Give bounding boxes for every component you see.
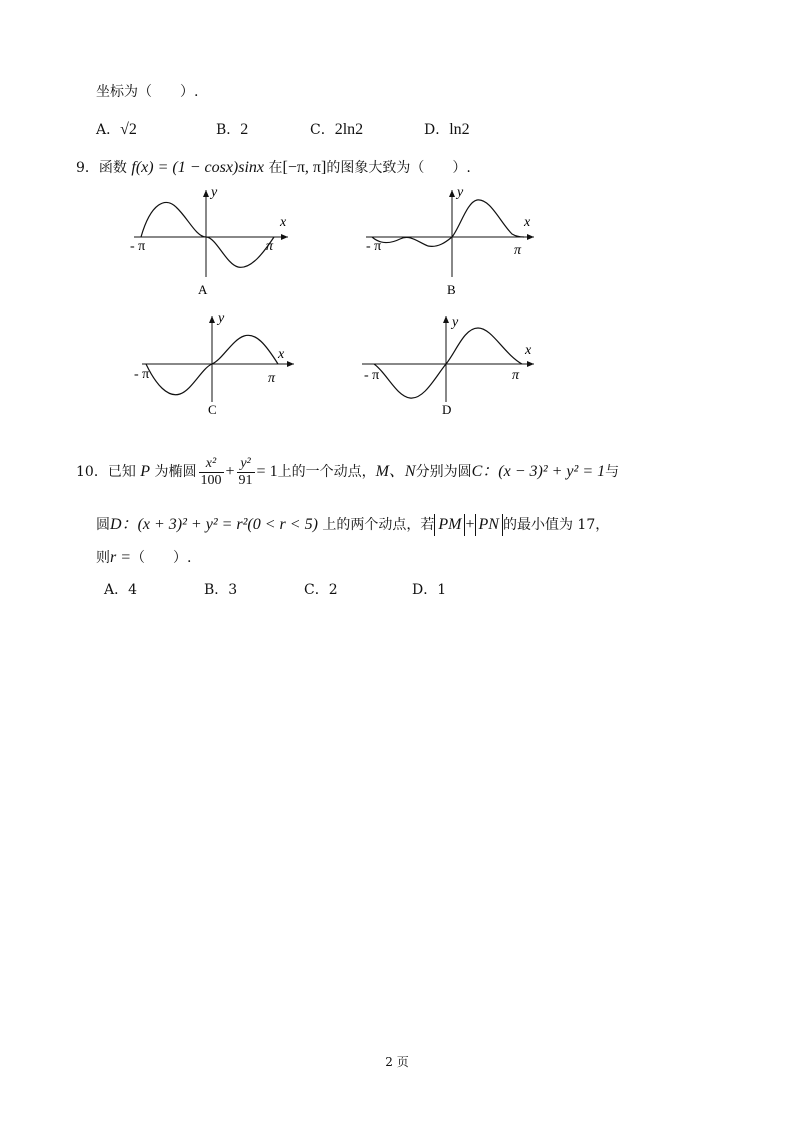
y-arrow-icon xyxy=(209,316,215,323)
q9-stem: 9．函数 f(x) = (1 − cosx)sinx 在[−π, π]的图象大致为（ ）. xyxy=(76,159,471,176)
q10-option-d: D．1 xyxy=(412,582,447,598)
q10-number: 10． xyxy=(76,464,108,480)
q8-option-c: C．2ln2 xyxy=(310,121,364,138)
right-tick-label: π xyxy=(512,368,520,383)
y-label: y xyxy=(218,311,225,326)
abs-pm: PM xyxy=(434,514,465,536)
circle-d-equation: ：(x + 3)² + y² = r²(0 < r < 5) xyxy=(121,516,318,533)
y-arrow-icon xyxy=(203,190,209,197)
graph-label: C xyxy=(208,402,217,417)
right-tick-label: π xyxy=(266,239,274,254)
q8-option-a: A．√2 xyxy=(96,121,137,138)
curve xyxy=(372,200,524,247)
left-tick-label: - π xyxy=(364,368,380,383)
q10-line2: 圆D：(x + 3)² + y² = r²(0 < r < 5) 上的两个动点，若 PM + PN 的最小值为 17， xyxy=(96,512,609,538)
graph-label: A xyxy=(198,282,208,297)
q8-option-d: D．ln2 xyxy=(424,121,470,138)
q9-function: f(x) = (1 − cosx)sinx xyxy=(131,159,265,176)
right-tick-label: π xyxy=(268,371,276,386)
fraction-y: $\frac{\text{y²}}{91}$ xyxy=(238,455,253,488)
circle-d: D xyxy=(110,516,122,533)
q10-option-a: A．4 xyxy=(104,582,138,598)
x-arrow-icon xyxy=(527,234,534,240)
q8-option-b-value: 2 xyxy=(240,121,249,138)
right-tick-label: π xyxy=(514,243,522,258)
x-arrow-icon xyxy=(527,361,534,367)
points-m-n: M、N xyxy=(375,463,416,480)
r-equals: r = xyxy=(110,549,132,566)
y-label: y xyxy=(457,185,464,200)
q10-option-c: C．2 xyxy=(304,582,338,598)
page-number: 2 页 xyxy=(385,1055,409,1069)
graph-c[interactable] xyxy=(132,310,302,420)
q10-line1: 10．已知 P 为椭圆 $\frac{\text{x²}}{100}$ + $\frac{\text{y²}}{91}$ = 1上的一个动点，M、N分别为圆C：(x − 3)² + y² = 1与 xyxy=(76,455,620,488)
graph-b[interactable] xyxy=(362,182,542,302)
left-tick-label: - π xyxy=(130,239,146,254)
circle-c-equation: ：(x − 3)² + y² = 1 xyxy=(482,463,606,480)
q10-line3: 则r =（ ）. xyxy=(96,549,192,566)
abs-pn: PN xyxy=(475,514,503,536)
graph-a[interactable] xyxy=(126,182,296,302)
left-tick-label: - π xyxy=(366,239,382,254)
q10-option-b: B．3 xyxy=(204,582,238,598)
y-label: y xyxy=(211,185,218,200)
point-p: P xyxy=(140,463,151,480)
x-label: x xyxy=(525,343,532,358)
graph-label: D xyxy=(442,402,452,417)
x-arrow-icon xyxy=(281,234,288,240)
x-label: x xyxy=(524,215,531,230)
q8-option-a-value: √2 xyxy=(120,121,137,138)
q8-option-b: B．2 xyxy=(216,121,249,138)
circle-c: C xyxy=(471,463,483,480)
graph-d[interactable] xyxy=(360,310,540,420)
y-arrow-icon xyxy=(449,190,455,197)
y-arrow-icon xyxy=(443,316,449,323)
graph-label: B xyxy=(447,282,456,297)
q8-option-c-value: 2ln2 xyxy=(334,121,364,138)
x-arrow-icon xyxy=(287,361,294,367)
left-tick-label: - π xyxy=(134,367,150,382)
x-label: x xyxy=(278,347,285,362)
q8-option-d-value: ln2 xyxy=(449,121,470,138)
curve xyxy=(141,202,274,267)
y-label: y xyxy=(452,315,459,330)
q9-number: 9． xyxy=(76,160,99,176)
q9-interval: [−π, π] xyxy=(282,159,327,176)
curve xyxy=(374,328,522,398)
x-label: x xyxy=(280,215,287,230)
fraction-x: $\frac{\text{x²}}{100}$ xyxy=(200,455,222,488)
q8-tail: 坐标为（ ）. xyxy=(96,84,199,100)
